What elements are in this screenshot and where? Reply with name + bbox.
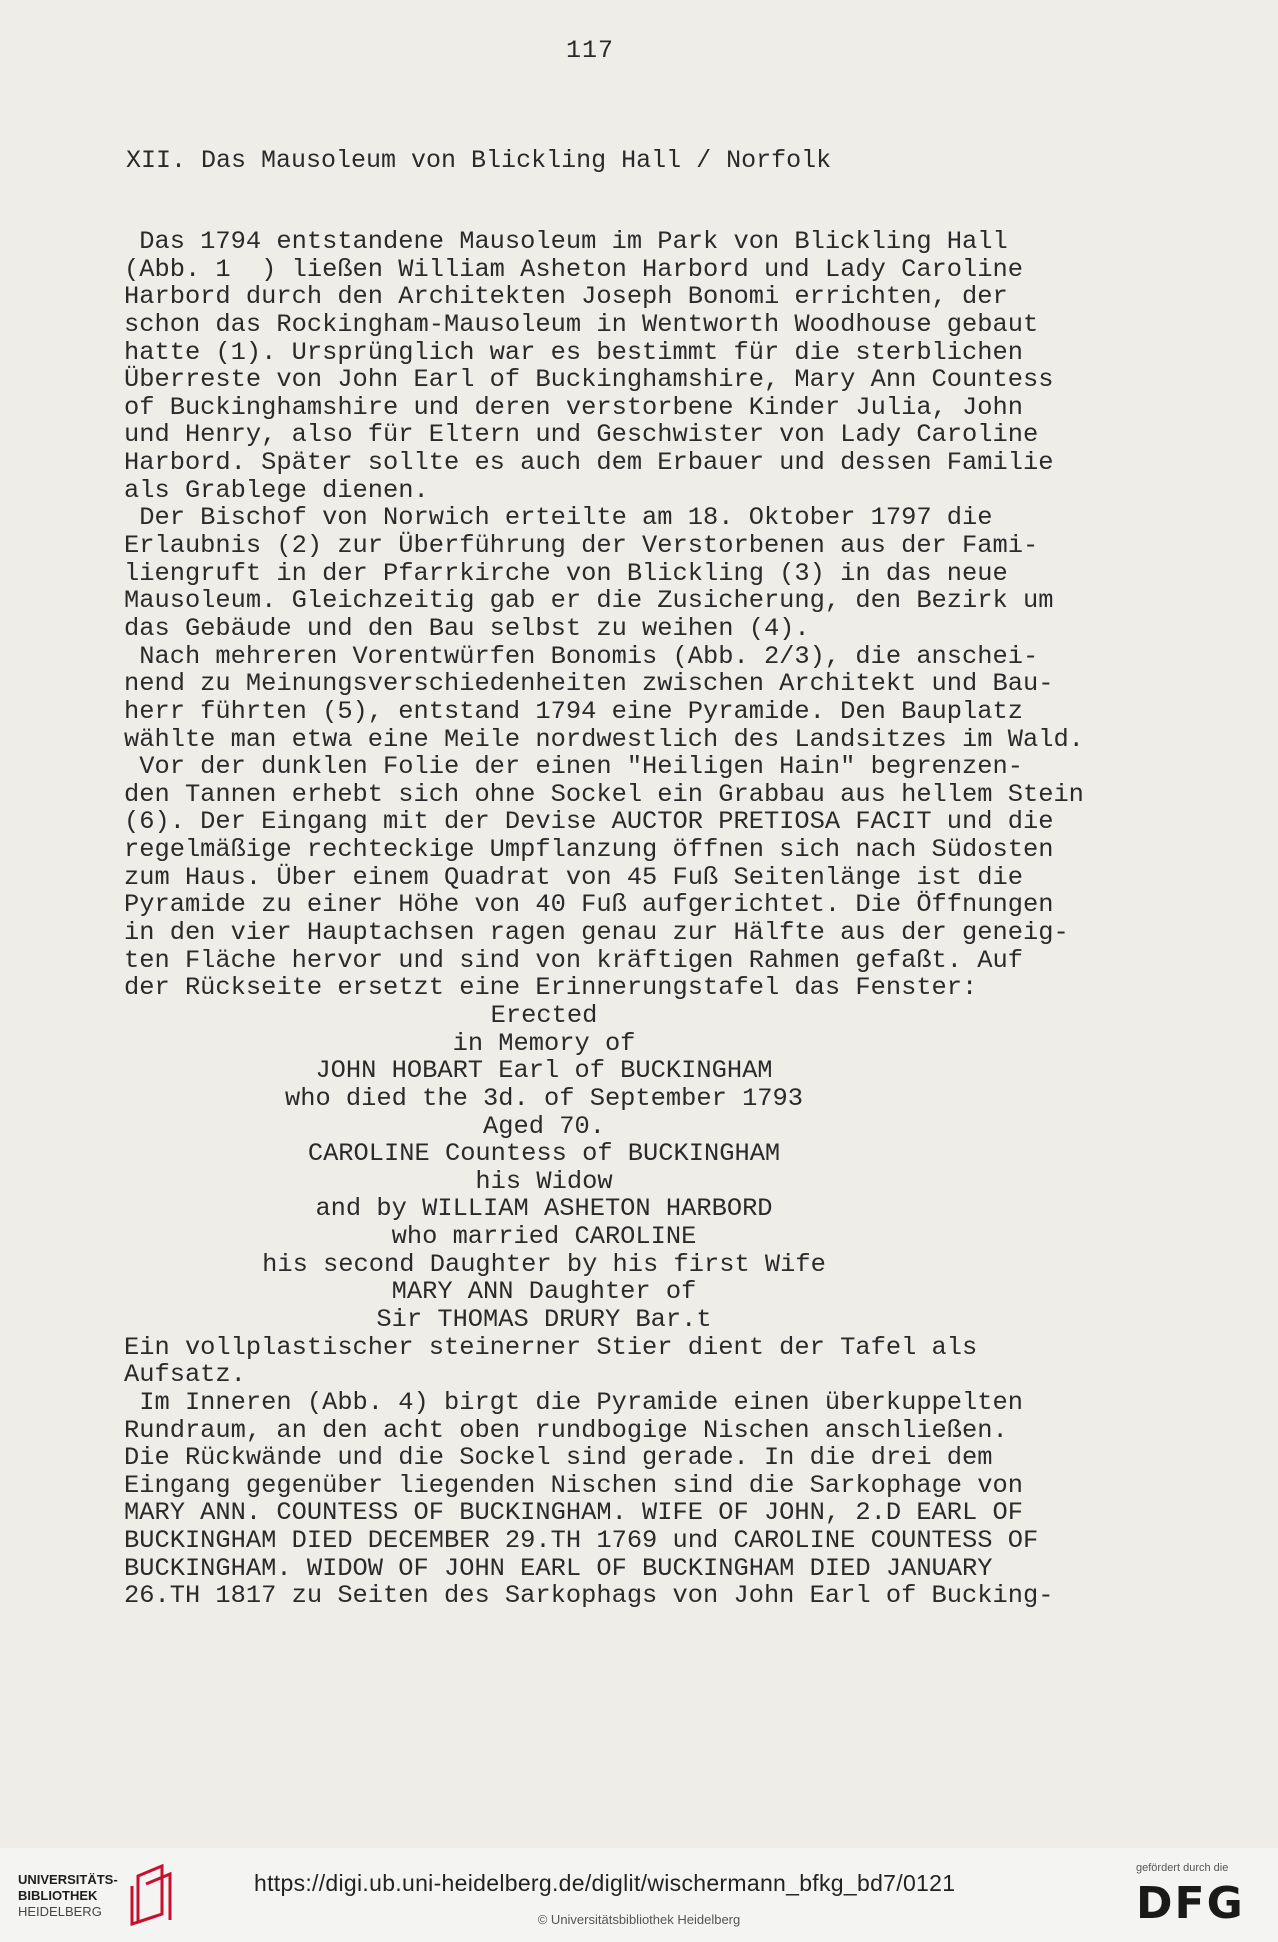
- text-line: herr führten (5), entstand 1794 eine Pyramide. Den Bauplatz: [124, 696, 1023, 726]
- inscription-line: JOHN HOBART Earl of BUCKINGHAM: [315, 1056, 773, 1086]
- library-name-line: HEIDELBERG: [18, 1904, 102, 1919]
- text-line: nend zu Meinungsverschiedenheiten zwischen Architekt und Bau-: [124, 669, 1054, 699]
- page-number: 117: [565, 36, 614, 65]
- funding-caption: gefördert durch die: [1136, 1862, 1229, 1874]
- text-line: of Buckinghamshire und deren verstorbene Kinder Julia, John: [124, 392, 1023, 422]
- inscription-line: his second Daughter by his first Wife: [262, 1249, 826, 1279]
- text-line: Das 1794 entstandene Mausoleum im Park von Blickling Hall: [124, 227, 1008, 256]
- text-line: Die Rückwände und die Sockel sind gerade. In die drei dem: [124, 1443, 993, 1473]
- inscription-line: Sir THOMAS DRURY Bar.t: [376, 1304, 712, 1334]
- text-line: Harbord. Später sollte es auch dem Erbauer und dessen Familie: [124, 448, 1054, 478]
- text-line: wählte man etwa eine Meile nordwestlich des Landsitzes im Wald.: [124, 724, 1084, 754]
- text-line: Erlaubnis (2) zur Überführung der Verstorbenen aus der Fami-: [124, 531, 1039, 561]
- text-line: das Gebäude und den Bau selbst zu weihen (4).: [124, 613, 810, 643]
- text-line: Aufsatz.: [124, 1360, 246, 1390]
- inscription-line: Aged 70.: [483, 1111, 605, 1141]
- text-line: und Henry, also für Eltern und Geschwister von Lady Caroline: [124, 420, 1039, 450]
- inscription-line: MARY ANN Daughter of: [391, 1277, 697, 1307]
- text-line: regelmäßige rechteckige Umpflanzung öffnen sich nach Südosten: [124, 835, 1054, 865]
- inscription-line: CAROLINE Countess of BUCKINGHAM: [307, 1139, 781, 1169]
- text-line: Der Bischof von Norwich erteilte am 18. Oktober 1797 die: [124, 503, 993, 533]
- inscription-line: Erected: [490, 1000, 598, 1030]
- text-line: Ein vollplastischer steinerner Stier dient der Tafel als: [124, 1332, 978, 1362]
- chapter-heading: XII. Das Mausoleum von Blickling Hall / Norfolk: [126, 146, 832, 175]
- text-line: als Grablege dienen.: [124, 475, 429, 505]
- inscription-line: who married CAROLINE: [391, 1222, 697, 1252]
- text-line: hatte (1). Ursprünglich war es bestimmt für die sterblichen: [124, 337, 1023, 367]
- footer-bar: [0, 1848, 1278, 1942]
- library-name-line: UNIVERSITÄTS-: [18, 1872, 118, 1887]
- text-line: der Rückseite ersetzt eine Erinnerungstafel das Fenster:: [124, 973, 978, 1003]
- text-line: Nach mehreren Vorentwürfen Bonomis (Abb. 2/3), die anschei-: [124, 641, 1039, 671]
- text-line: liengruft in der Pfarrkirche von Blickling (3) in das neue: [124, 558, 1008, 588]
- text-line: Rundraum, an den acht oben rundbogige Nischen anschließen.: [124, 1415, 1008, 1445]
- text-line: Überreste von John Earl of Buckinghamshire, Mary Ann Countess: [124, 365, 1054, 395]
- source-url-link[interactable]: https://digi.ub.uni-heidelberg.de/diglit/wischermann_bfkg_bd7/0121: [254, 1870, 956, 1896]
- inscription-line: in Memory of: [452, 1028, 636, 1058]
- copyright-notice: © Universitätsbibliothek Heidelberg: [537, 1912, 741, 1927]
- text-line: Vor der dunklen Folie der einen "Heiligen Hain" begrenzen-: [124, 752, 1023, 782]
- inscription-line: and by WILLIAM ASHETON HARBORD: [315, 1194, 773, 1224]
- dfg-logo: DFG: [1136, 1878, 1245, 1929]
- text-line: in den vier Hauptachsen ragen genau zur Hälfte aus der geneig-: [124, 918, 1069, 948]
- text-line: BUCKINGHAM DIED DECEMBER 29.TH 1769 und CAROLINE COUNTESS OF: [124, 1526, 1039, 1556]
- text-line: Pyramide zu einer Höhe von 40 Fuß aufgerichtet. Die Öffnungen: [124, 890, 1054, 920]
- text-line: ten Fläche hervor und sind von kräftigen Rahmen gefaßt. Auf: [124, 945, 1023, 975]
- text-line: schon das Rockingham-Mausoleum in Wentworth Woodhouse gebaut: [124, 309, 1039, 339]
- text-line: zum Haus. Über einem Quadrat von 45 Fuß Seitenlänge ist die: [124, 862, 1023, 892]
- text-line: Eingang gegenüber liegenden Nischen sind die Sarkophage von: [124, 1470, 1023, 1500]
- text-line: Mausoleum. Gleichzeitig gab er die Zusicherung, den Bezirk um: [124, 586, 1054, 616]
- text-line: Harbord durch den Architekten Joseph Bonomi errichten, der: [124, 282, 1008, 312]
- text-line: den Tannen erhebt sich ohne Sockel ein Grabbau aus hellem Stein: [124, 779, 1084, 809]
- text-line: MARY ANN. COUNTESS OF BUCKINGHAM. WIFE OF JOHN, 2.D EARL OF: [124, 1498, 1023, 1528]
- text-line: 26.TH 1817 zu Seiten des Sarkophags von John Earl of Bucking-: [124, 1581, 1054, 1611]
- body-text: [124, 228, 1184, 1610]
- inscription-line: his Widow: [475, 1166, 613, 1196]
- text-line: BUCKINGHAM. WIDOW OF JOHN EARL OF BUCKINGHAM DIED JANUARY: [124, 1553, 993, 1583]
- text-line: (Abb. 1 ) ließen William Asheton Harbord und Lady Caroline: [124, 254, 1023, 284]
- text-line: Im Inneren (Abb. 4) birgt die Pyramide einen überkuppelten: [124, 1387, 1023, 1417]
- text-line: (6). Der Eingang mit der Devise AUCTOR PRETIOSA FACIT und die: [124, 807, 1054, 837]
- inscription-line: who died the 3d. of September 1793: [284, 1083, 804, 1113]
- library-name-line: BIBLIOTHEK: [18, 1888, 98, 1903]
